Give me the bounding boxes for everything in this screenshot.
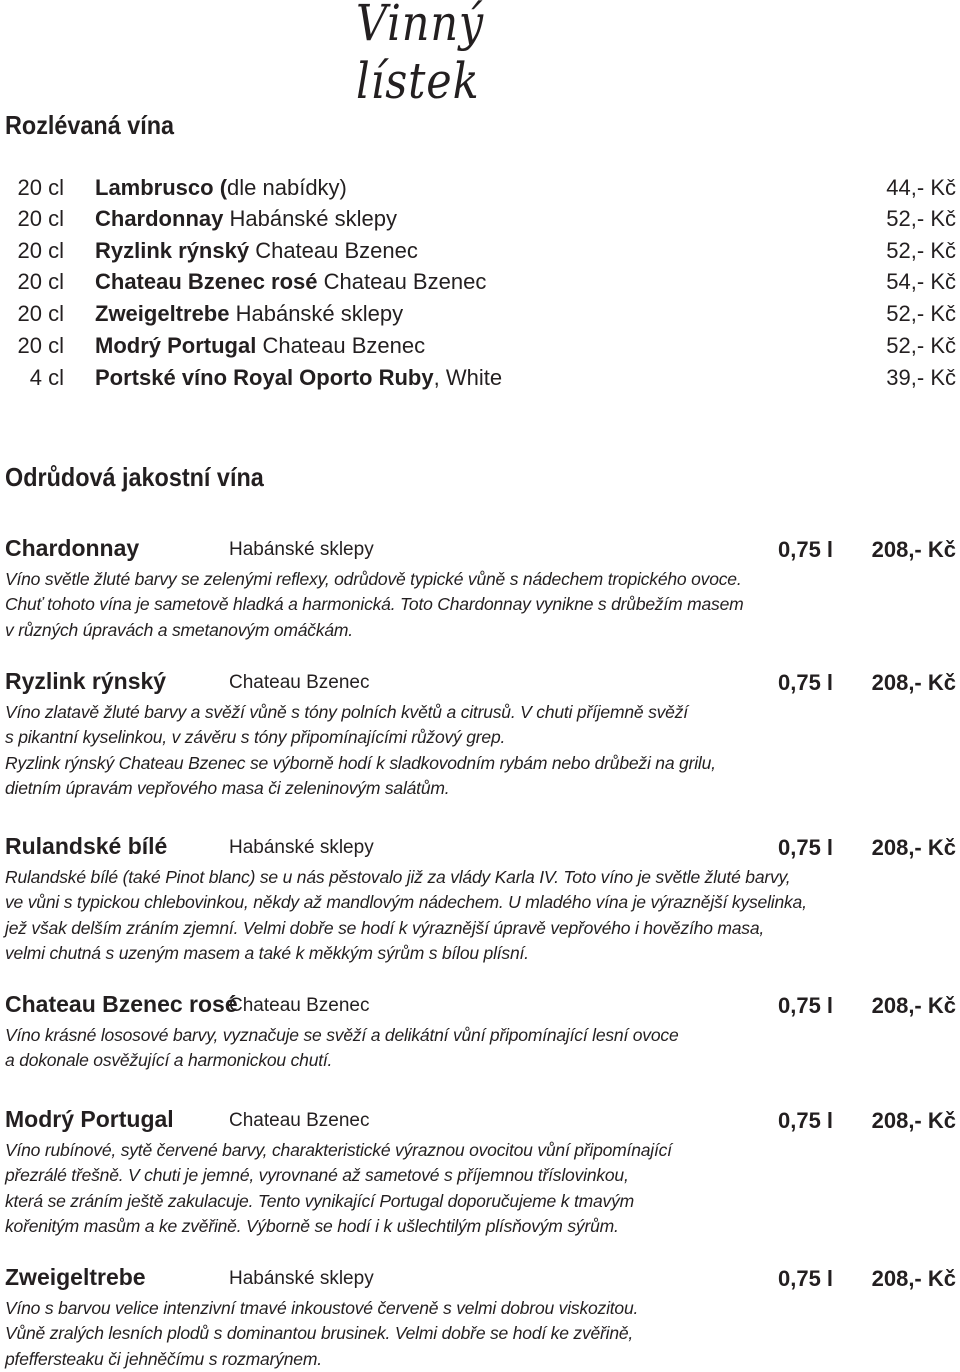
wine-winery: Chateau Bzenec [229, 672, 370, 693]
wine-name: Chateau Bzenec rosé [5, 991, 238, 1017]
glass-item-price: 52,- Kč [886, 238, 956, 263]
glass-item-name [95, 333, 425, 359]
wine-price: 208,- Kč [871, 835, 956, 860]
glass-item-name [95, 365, 502, 391]
glass-item-volume: 4 cl [29, 365, 64, 390]
glass-item [0, 206, 960, 236]
glass-item [0, 175, 960, 205]
wine-volume: 0,75 l [778, 537, 834, 562]
wine-name: Rulandské bílé [5, 833, 168, 859]
wine-description: Víno rubínové, sytě červené barvy, charakteristické výraznou ovocitou vůní připomínající přezrálé třešně. V chuti je jemné, vyrovnané až sametové s příjemnou tříslovinkou, která se zráním ještě zakulacuje. Tento vynikající Portugal doporučujeme k tmavým kořenitým masům a ke zvěřině. Výborně se hodí i k ušlechtilým plísňovým sýrům. [5, 1140, 672, 1236]
wine-name: Zweigeltrebe [5, 1264, 146, 1290]
wine-winery: Chateau Bzenec [229, 995, 370, 1016]
glass-item-name [95, 175, 347, 201]
glass-item-name [95, 269, 486, 295]
glass-item-name-bold: Lambrusco ( [95, 175, 228, 200]
glass-item-volume: 20 cl [17, 269, 64, 294]
wine-price: 208,- Kč [871, 1108, 956, 1133]
glass-item-price: 52,- Kč [886, 206, 956, 231]
glass-item-name [95, 206, 397, 232]
glass-item-volume: 20 cl [17, 333, 64, 358]
page-title: Vinný lístek [356, 0, 485, 110]
wine-description: Víno s barvou velice intenzivní tmavé inkoustové červeně s velmi dobrou viskozitou. Vůně zralých lesních plodů s dominantou brusinek. Velmi dobře se hodí ke zvěřině, pfeffersteaku či jehněčímu s rozmarýnem. [5, 1298, 639, 1369]
glass-item-detail: Habánské sklepy [223, 206, 398, 231]
glass-item-name [95, 238, 418, 264]
wine-price: 208,- Kč [871, 993, 956, 1018]
glass-item-name-bold: Portské víno Royal Oporto Ruby [95, 365, 434, 390]
wine-volume: 0,75 l [778, 835, 834, 860]
wine-description: Víno krásné lososové barvy, vyznačuje se svěží a delikátní vůní připomínající lesní ovoce a dokonale osvěžující a harmonickou chutí. [5, 1025, 679, 1071]
section-heading-glass: Rozlévaná vína [5, 110, 175, 140]
glass-item-volume: 20 cl [17, 206, 64, 231]
glass-item-name [95, 301, 403, 327]
wine-winery: Chateau Bzenec [229, 1110, 370, 1131]
glass-item [0, 365, 960, 395]
glass-item-volume: 20 cl [17, 301, 64, 326]
glass-item [0, 269, 960, 299]
wine-price: 208,- Kč [871, 670, 956, 695]
glass-item-name-bold: Zweigeltrebe [95, 301, 230, 326]
glass-item-name-bold: Modrý Portugal [95, 333, 257, 358]
wine-winery: Habánské sklepy [229, 1268, 374, 1289]
glass-item [0, 238, 960, 268]
wine-description: Rulandské bílé (také Pinot blanc) se u nás pěstovalo již za vlády Karla IV. Toto víno je světle žluté barvy, ve vůni s typickou chlebovinkou, někdy až mandlovým nádechem. U mladého vína je výraznější kyselinka, jež však delším zráním zjemní. Velmi dobře se hodí k výraznější úpravě vepřového i hovězího masa, velmi chutná s uzeným masem a také k měkkým sýrům s bílou plísní. [5, 867, 807, 963]
glass-item-price: 52,- Kč [886, 301, 956, 326]
glass-item-price: 52,- Kč [886, 333, 956, 358]
wine-entry [0, 835, 960, 966]
glass-item-detail: Chateau Bzenec [317, 269, 487, 294]
glass-item-name-bold: Chardonnay [95, 206, 224, 231]
wine-name: Ryzlink rýnský [5, 668, 167, 694]
wine-winery: Habánské sklepy [229, 539, 374, 560]
glass-item-detail: , White [433, 365, 503, 390]
wine-entry [0, 537, 960, 643]
glass-item-volume: 20 cl [17, 175, 64, 200]
glass-item-price: 39,- Kč [886, 365, 956, 390]
wine-volume: 0,75 l [778, 1266, 834, 1291]
glass-item-volume: 20 cl [17, 238, 64, 263]
wine-price: 208,- Kč [871, 537, 956, 562]
glass-item-detail: Habánské sklepy [229, 301, 404, 326]
glass-item-detail: Chateau Bzenec [256, 333, 426, 358]
wine-entry [0, 1108, 960, 1239]
glass-item-name-bold: Ryzlink rýnský [95, 238, 250, 263]
glass-item-name-bold: Chateau Bzenec rosé [95, 269, 318, 294]
glass-item-detail: Chateau Bzenec [249, 238, 418, 263]
wine-price: 208,- Kč [871, 1266, 956, 1291]
wine-entry [0, 993, 960, 1074]
glass-item-price: 44,- Kč [886, 175, 956, 200]
wine-volume: 0,75 l [778, 993, 834, 1018]
wine-winery: Habánské sklepy [229, 837, 374, 858]
glass-item [0, 301, 960, 331]
section-heading-varietal: Odrůdová jakostní vína [5, 462, 264, 492]
wine-name: Chardonnay [5, 535, 140, 561]
glass-item-price: 54,- Kč [886, 269, 956, 294]
glass-item [0, 333, 960, 363]
glass-item-detail: dle nabídky) [227, 175, 347, 200]
wine-description: Víno zlatavě žluté barvy a svěží vůně s tóny polních květů a citrusů. V chuti příjemně svěží s pikantní kyselinkou, v závěru s tóny připomínajícími růžový grep. Ryzlink rýnský Chateau Bzenec se výborně hodí k sladkovodním rybám nebo drůbeži na grilu, dietním úpravám vepřového masa či zeleninovým salátům. [5, 702, 716, 798]
wine-description: Víno světle žluté barvy se zelenými reflexy, odrůdově typické vůně s nádechem tropického ovoce. Chuť tohoto vína je sametově hladká a harmonická. Toto Chardonnay vynikne s drůbežím masem v různých úpravách a smetanovým omáčkám. [5, 569, 744, 640]
wine-entry [0, 670, 960, 801]
wine-entry [0, 1266, 960, 1372]
wine-volume: 0,75 l [778, 1108, 834, 1133]
wine-name: Modrý Portugal [5, 1106, 174, 1132]
wine-volume: 0,75 l [778, 670, 834, 695]
